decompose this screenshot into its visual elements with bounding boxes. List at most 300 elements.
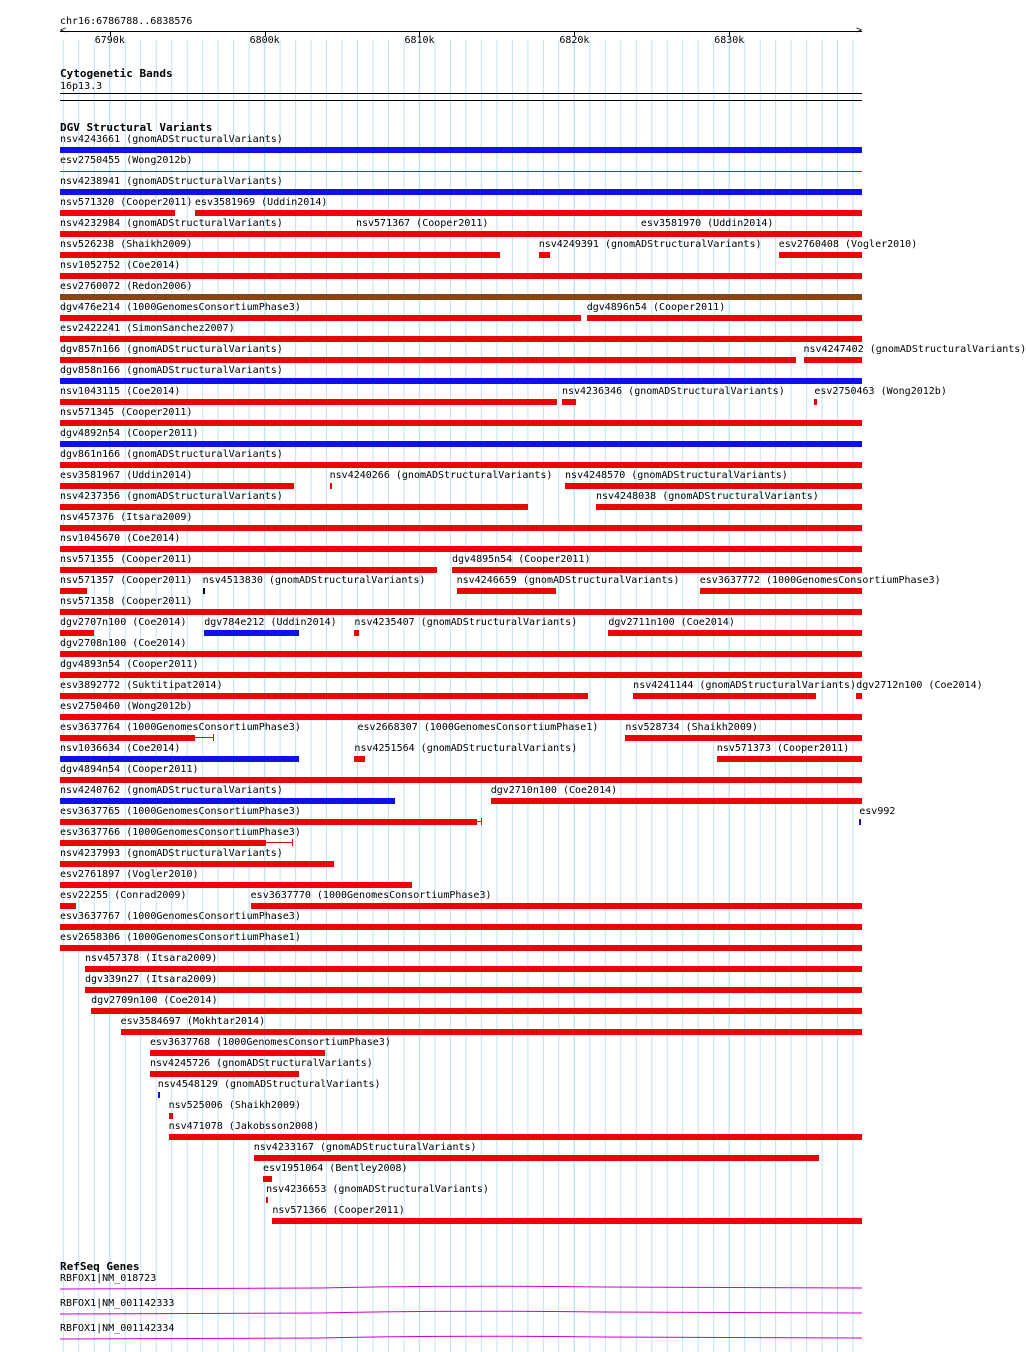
dgv-feature-bar[interactable] <box>91 1008 862 1014</box>
dgv-feature-bar[interactable] <box>625 735 862 741</box>
dgv-feature-bar[interactable] <box>60 861 334 867</box>
dgv-feature-id: nsv4247402 <box>803 344 864 355</box>
dgv-feature-bar[interactable] <box>804 357 862 363</box>
dgv-feature-bar[interactable] <box>60 588 87 594</box>
dgv-feature-source: Itsara2009 <box>151 974 212 985</box>
dgv-feature-id: esv3637768 <box>150 1037 211 1048</box>
dgv-feature-bar[interactable] <box>717 756 862 762</box>
dgv-feature-source: Coe2014 <box>934 680 977 691</box>
dgv-feature-id: nsv4236653 <box>266 1184 327 1195</box>
dgv-feature-source: gnomADStructuralVariants <box>132 449 277 460</box>
dgv-feature-id: dgv4894n54 <box>60 764 121 775</box>
dgv-feature-label[interactable]: esv1951064 (Bentley2008) <box>263 1163 408 1174</box>
dgv-feature-source: gnomADStructuralVariants <box>668 491 813 502</box>
dgv-feature-label[interactable]: nsv4232984 (gnomADStructuralVariants) <box>60 218 283 229</box>
dgv-feature-bar[interactable] <box>779 252 862 258</box>
dgv-feature-bar[interactable] <box>60 210 175 216</box>
dgv-feature-id: esv3892772 <box>60 680 121 691</box>
dgv-feature-id: esv2760072 <box>60 281 121 292</box>
dgv-feature-label[interactable]: nsv571358 (Cooper2011) <box>60 596 193 607</box>
dgv-feature-id: dgv4893n54 <box>60 659 121 670</box>
dgv-feature-source: Wong2012b <box>886 386 941 397</box>
dgv-feature-id: esv22255 <box>60 890 109 901</box>
dgv-feature-bar[interactable] <box>60 945 862 951</box>
dgv-feature-id: esv2750460 <box>60 701 121 712</box>
refseq-intron-path <box>60 1311 862 1314</box>
dgv-feature-label[interactable]: nsv4548129 (gnomADStructuralVariants) <box>157 1079 381 1090</box>
dgv-feature-label[interactable]: nsv4248038 (gnomADStructuralVariants) <box>596 491 819 502</box>
dgv-feature-label[interactable]: nsv4246659 (gnomADStructuralVariants) <box>456 575 680 586</box>
dgv-feature-label[interactable]: nsv571357 (Cooper2011) <box>60 575 193 586</box>
dgv-feature-id: nsv4548129 <box>157 1079 218 1090</box>
dgv-feature-bar[interactable] <box>85 966 862 972</box>
dgv-feature-source: gnomADStructuralVariants <box>528 575 674 586</box>
dgv-feature-label[interactable]: esv3584697 (Mokhtar2014) <box>120 1016 266 1027</box>
dgv-feature-bar[interactable] <box>169 1113 174 1119</box>
dgv-feature-id: dgv339n27 <box>84 974 140 985</box>
dgv-feature-bar[interactable] <box>562 399 576 405</box>
refseq-gene-line[interactable] <box>0 1334 890 1340</box>
dgv-feature-bar[interactable] <box>204 630 298 636</box>
dgv-feature-source: Uddin2014 <box>132 470 187 481</box>
dgv-feature-label[interactable]: nsv528734 (Shaikh2009) <box>625 722 758 733</box>
dgv-feature-id: dgv784e212 <box>204 617 265 628</box>
dgv-feature-id: nsv1045670 <box>60 533 121 544</box>
refseq-gene-label[interactable]: RBFOX1|NM_001142333 <box>60 1298 175 1309</box>
dgv-feature-label[interactable]: nsv1036634 (Coe2014) <box>60 743 181 754</box>
dgv-feature-bar[interactable] <box>60 378 862 384</box>
dgv-feature-label[interactable]: dgv2709n100 (Coe2014) <box>91 995 218 1006</box>
dgv-feature-bar[interactable] <box>457 588 556 594</box>
dgv-feature-label[interactable]: esv2658306 (1000GenomesConsortiumPhase1) <box>60 932 301 943</box>
dgv-feature-label[interactable]: esv2422241 (SimonSanchez2007) <box>60 323 235 334</box>
dgv-feature-label[interactable]: esv22255 (Conrad2009) <box>60 890 187 901</box>
dgv-feature-id: esv2422241 <box>60 323 121 334</box>
dgv-feature-source: Suktitipat2014 <box>132 680 217 691</box>
dgv-feature-source: Coe2014 <box>138 638 181 649</box>
dgv-feature-id: nsv1052752 <box>60 260 121 271</box>
dgv-feature-id: dgv4896n54 <box>586 302 647 313</box>
dgv-feature-source: gnomADStructuralVariants <box>705 680 850 691</box>
dgv-feature-bar[interactable] <box>60 462 862 468</box>
dgv-feature-bar[interactable] <box>150 1050 325 1056</box>
dgv-feature-id: nsv4245726 <box>150 1058 211 1069</box>
dgv-feature-bar[interactable] <box>814 399 817 405</box>
dgv-feature-bar[interactable] <box>254 1155 819 1161</box>
dgv-feature-label[interactable]: nsv571355 (Cooper2011) <box>60 554 193 565</box>
dgv-feature-source: Cooper2011 <box>126 407 187 418</box>
dgv-feature-whisker <box>266 842 292 843</box>
dgv-feature-label[interactable]: nsv457378 (Itsara2009) <box>84 953 218 964</box>
dgv-feature-label[interactable]: nsv4236653 (gnomADStructuralVariants) <box>266 1184 489 1195</box>
dgv-feature-bar[interactable] <box>60 756 299 762</box>
dgv-feature-bar[interactable] <box>60 840 266 846</box>
refseq-gene-label[interactable]: RBFOX1|NM_001142334 <box>60 1323 175 1334</box>
dgv-feature-bar[interactable] <box>633 693 816 699</box>
dgv-feature-label[interactable]: dgv476e214 (1000GenomesConsortiumPhase3) <box>60 302 301 313</box>
dgv-feature-label[interactable]: nsv4241144 (gnomADStructuralVariants) <box>633 680 856 691</box>
refseq-gene-line[interactable] <box>0 1309 890 1315</box>
dgv-feature-bar[interactable] <box>354 756 365 762</box>
dgv-feature-label[interactable]: esv3581967 (Uddin2014) <box>60 470 193 481</box>
dgv-feature-id: esv2750463 <box>814 386 875 397</box>
refseq-gene-line[interactable] <box>0 1284 890 1290</box>
dgv-feature-id: nsv4246659 <box>456 575 517 586</box>
dgv-feature-label[interactable]: nsv571345 (Cooper2011) <box>60 407 193 418</box>
dgv-feature-bar[interactable] <box>195 210 862 216</box>
dgv-feature-label[interactable]: esv3581970 (Uddin2014) <box>640 218 774 229</box>
dgv-feature-bar[interactable] <box>565 483 862 489</box>
dgv-feature-bar[interactable] <box>60 483 294 489</box>
dgv-feature-source: Wong2012b <box>132 701 187 712</box>
dgv-feature-bar[interactable] <box>60 399 557 405</box>
dgv-feature-bar[interactable] <box>856 693 862 699</box>
dgv-feature-source: gnomADStructuralVariants <box>132 134 277 145</box>
dgv-feature-label[interactable]: dgv4894n54 (Cooper2011) <box>60 764 199 775</box>
dgv-feature-bar[interactable] <box>60 651 862 657</box>
dgv-feature-bar[interactable] <box>60 735 195 741</box>
dgv-feature-label[interactable]: esv3637764 (1000GenomesConsortiumPhase3) <box>60 722 301 733</box>
dgv-feature-bar[interactable] <box>158 1092 160 1098</box>
dgv-feature-label[interactable]: nsv4235407 (gnomADStructuralVariants) <box>354 617 578 628</box>
dgv-feature-id: nsv571358 <box>60 596 115 607</box>
dgv-feature-label[interactable]: nsv4249391 (gnomADStructuralVariants) <box>538 239 762 250</box>
dgv-feature-source: Coe2014 <box>132 260 175 271</box>
dgv-feature-id: esv2760408 <box>778 239 839 250</box>
dgv-feature-label[interactable]: dgv4893n54 (Cooper2011) <box>60 659 199 670</box>
dgv-feature-source: Redon2006 <box>132 281 187 292</box>
dgv-feature-bar[interactable] <box>60 357 796 363</box>
dgv-feature-label[interactable]: nsv4237356 (gnomADStructuralVariants) <box>60 491 283 502</box>
dgv-feature-bar[interactable] <box>354 630 359 636</box>
dgv-feature-bar[interactable] <box>251 903 862 909</box>
dgv-feature-source: Cooper2011 <box>126 575 187 586</box>
dgv-feature-label[interactable]: nsv471078 (Jakobsson2008) <box>168 1121 320 1132</box>
dgv-feature-bar[interactable] <box>169 1134 862 1140</box>
dgv-feature-label[interactable]: nsv4236346 (gnomADStructuralVariants) <box>561 386 785 397</box>
dgv-feature-label[interactable]: nsv1045670 (Coe2014) <box>60 533 181 544</box>
dgv-feature-id: esv3637764 <box>60 722 121 733</box>
track-title-cytoband: Cytogenetic Bands <box>60 67 173 80</box>
dgv-feature-source: Cooper2011 <box>422 218 483 229</box>
dgv-feature-id: esv3637770 <box>250 890 311 901</box>
ruler-tick-label: 6800k <box>249 35 280 46</box>
dgv-feature-source: Itsara2009 <box>151 953 212 964</box>
dgv-feature-source: 1000GenomesConsortiumPhase3 <box>132 911 295 922</box>
dgv-feature-bar[interactable] <box>60 147 862 153</box>
dgv-feature-id: nsv525006 <box>168 1100 223 1111</box>
dgv-feature-id: nsv1036634 <box>60 743 121 754</box>
dgv-feature-source: Coe2014 <box>138 617 181 628</box>
dgv-feature-bar[interactable] <box>859 819 861 825</box>
ruler-tick-label: 6820k <box>559 35 590 46</box>
dgv-feature-label[interactable]: nsv4237993 (gnomADStructuralVariants) <box>60 848 283 859</box>
dgv-feature-id: nsv4232984 <box>60 218 121 229</box>
dgv-feature-source: 1000GenomesConsortiumPhase3 <box>222 1037 385 1048</box>
dgv-feature-bar[interactable] <box>60 336 862 342</box>
dgv-feature-bar[interactable] <box>60 903 76 909</box>
dgv-feature-label[interactable]: dgv857n166 (gnomADStructuralVariants) <box>60 344 283 355</box>
cytoband-label: 16p13.3 <box>60 81 103 92</box>
dgv-feature-label[interactable]: dgv784e212 (Uddin2014) <box>204 617 337 628</box>
dgv-feature-label[interactable]: nsv4251564 (gnomADStructuralVariants) <box>354 743 578 754</box>
dgv-feature-bar[interactable] <box>60 777 862 783</box>
dgv-feature-source: 1000GenomesConsortiumPhase3 <box>132 806 295 817</box>
dgv-feature-whisker-cap <box>481 818 482 825</box>
dgv-feature-bar[interactable] <box>60 546 862 552</box>
dgv-feature-label[interactable]: esv3637765 (1000GenomesConsortiumPhase3) <box>60 806 301 817</box>
dgv-feature-source: gnomADStructuralVariants <box>326 1142 471 1153</box>
dgv-feature-id: nsv4237356 <box>60 491 121 502</box>
dgv-feature-source: Uddin2014 <box>276 617 331 628</box>
dgv-feature-label[interactable]: esv3581969 (Uddin2014) <box>194 197 328 208</box>
dgv-feature-label[interactable]: dgv2707n100 (Coe2014) <box>60 617 187 628</box>
dgv-feature-source: Vogler2010 <box>851 239 912 250</box>
dgv-feature-source: 1000GenomesConsortiumPhase1 <box>429 722 593 733</box>
dgv-feature-bar[interactable] <box>272 1218 862 1224</box>
dgv-feature-id: dgv4895n54 <box>451 554 513 565</box>
dgv-feature-source: gnomADStructuralVariants <box>610 239 756 250</box>
dgv-feature-label[interactable]: nsv525006 (Shaikh2009) <box>168 1100 302 1111</box>
dgv-feature-source: Coe2014 <box>132 386 175 397</box>
dgv-feature-bar[interactable] <box>60 273 862 279</box>
dgv-feature-id: dgv2711n100 <box>608 617 675 628</box>
dgv-feature-source: gnomADStructuralVariants <box>338 1184 483 1195</box>
dgv-feature-label[interactable]: esv2761897 (Vogler2010) <box>60 869 199 880</box>
dgv-feature-source: gnomADStructuralVariants <box>132 176 277 187</box>
cytoband-bar-top <box>60 93 862 94</box>
dgv-feature-label[interactable]: dgv861n166 (gnomADStructuralVariants) <box>60 449 283 460</box>
dgv-feature-label[interactable]: dgv4896n54 (Cooper2011) <box>586 302 726 313</box>
dgv-feature-id: nsv1043115 <box>60 386 121 397</box>
dgv-feature-bar[interactable] <box>263 1176 272 1182</box>
dgv-feature-id: nsv4240266 <box>329 470 390 481</box>
dgv-feature-id: dgv476e214 <box>60 302 121 313</box>
dgv-feature-id: esv2658306 <box>60 932 121 943</box>
dgv-feature-source: Cooper2011 <box>126 197 187 208</box>
dgv-feature-source: Uddin2014 <box>267 197 322 208</box>
dgv-feature-label[interactable]: esv2750455 (Wong2012b) <box>60 155 193 166</box>
dgv-feature-source: Cooper2011 <box>658 302 720 313</box>
dgv-feature-id: nsv571367 <box>355 218 411 229</box>
dgv-feature-bar[interactable] <box>60 231 862 237</box>
dgv-feature-id: nsv4236346 <box>561 386 623 397</box>
dgv-feature-bar[interactable] <box>121 1029 862 1035</box>
dgv-feature-source: 1000GenomesConsortiumPhase3 <box>132 302 295 313</box>
dgv-feature-source: gnomADStructuralVariants <box>230 1079 375 1090</box>
dgv-feature-bar[interactable] <box>60 630 94 636</box>
dgv-feature-id: dgv857n166 <box>60 344 121 355</box>
track-title-dgv: DGV Structural Variants <box>60 121 213 134</box>
dgv-feature-bar[interactable] <box>491 798 862 804</box>
dgv-feature-label[interactable]: dgv858n166 (gnomADStructuralVariants) <box>60 365 283 376</box>
dgv-feature-id: nsv4243661 <box>60 134 121 145</box>
dgv-feature-id: dgv2707n100 <box>60 617 127 628</box>
dgv-feature-source: Cooper2011 <box>126 596 187 607</box>
cytoband-bar-bottom <box>60 100 862 101</box>
dgv-feature-bar[interactable] <box>587 315 862 321</box>
dgv-feature-bar[interactable] <box>60 882 412 888</box>
dgv-feature-label[interactable]: nsv1052752 (Coe2014) <box>60 260 181 271</box>
dgv-feature-bar[interactable] <box>266 1197 268 1203</box>
dgv-feature-label[interactable]: nsv4513830 (gnomADStructuralVariants) <box>202 575 426 586</box>
dgv-feature-bar[interactable] <box>60 504 528 510</box>
dgv-feature-label[interactable]: dgv2708n100 (Coe2014) <box>60 638 187 649</box>
dgv-feature-bar[interactable] <box>60 924 862 930</box>
dgv-feature-label[interactable]: dgv2711n100 (Coe2014) <box>608 617 735 628</box>
dgv-feature-bar[interactable] <box>452 567 862 573</box>
dgv-feature-bar[interactable] <box>700 588 862 594</box>
dgv-feature-label[interactable]: nsv571366 (Cooper2011) <box>272 1205 405 1216</box>
dgv-feature-label[interactable]: nsv4240266 (gnomADStructuralVariants) <box>329 470 553 481</box>
ruler-tick-label: 6810k <box>404 35 435 46</box>
dgv-feature-label[interactable]: nsv4243661 (gnomADStructuralVariants) <box>60 134 283 145</box>
dgv-feature-label[interactable]: nsv4240762 (gnomADStructuralVariants) <box>60 785 283 796</box>
dgv-feature-source: Shaikh2009 <box>691 722 752 733</box>
dgv-feature-bar[interactable] <box>60 171 862 172</box>
dgv-feature-label[interactable]: esv3892772 (Suktitipat2014) <box>60 680 223 691</box>
dgv-feature-label[interactable]: esv3637770 (1000GenomesConsortiumPhase3) <box>250 890 492 901</box>
dgv-feature-id: esv3637766 <box>60 827 121 838</box>
dgv-feature-source: Cooper2011 <box>338 1205 399 1216</box>
dgv-feature-id: nsv571357 <box>60 575 115 586</box>
dgv-feature-id: nsv4240762 <box>60 785 121 796</box>
ruler-axis <box>60 31 862 32</box>
dgv-feature-id: esv992 <box>859 806 896 817</box>
dgv-feature-bar[interactable] <box>60 798 395 804</box>
dgv-feature-label[interactable]: esv2750463 (Wong2012b) <box>814 386 947 397</box>
dgv-feature-source: gnomADStructuralVariants <box>637 470 782 481</box>
dgv-feature-label[interactable]: nsv4247402 (gnomADStructuralVariants) <box>803 344 1026 355</box>
dgv-feature-source: 1000GenomesConsortiumPhase1 <box>132 932 295 943</box>
dgv-feature-label[interactable]: nsv1043115 (Coe2014) <box>60 386 181 397</box>
dgv-feature-source: Conrad2009 <box>120 890 181 901</box>
dgv-feature-label[interactable]: dgv2712n100 (Coe2014) <box>856 680 983 691</box>
dgv-feature-source: Coe2014 <box>169 995 212 1006</box>
dgv-feature-label[interactable]: nsv4245726 (gnomADStructuralVariants) <box>150 1058 373 1069</box>
dgv-feature-label[interactable]: nsv571367 (Cooper2011) <box>355 218 489 229</box>
dgv-feature-id: nsv571320 <box>60 197 115 208</box>
refseq-intron-path <box>60 1336 862 1339</box>
dgv-feature-source: Jakobsson2008 <box>234 1121 314 1132</box>
dgv-feature-label[interactable] <box>859 806 895 817</box>
dgv-feature-source: Shaikh2009 <box>234 1100 296 1111</box>
dgv-feature-label[interactable]: nsv571320 (Cooper2011) <box>60 197 193 208</box>
dgv-feature-bar[interactable] <box>60 294 862 300</box>
dgv-feature-label[interactable]: dgv339n27 (Itsara2009) <box>84 974 218 985</box>
dgv-feature-source: Cooper2011 <box>524 554 585 565</box>
dgv-feature-source: Cooper2011 <box>132 659 193 670</box>
dgv-feature-source: gnomADStructuralVariants <box>132 848 277 859</box>
ruler-arrow-left: < <box>60 25 67 36</box>
dgv-feature-bar[interactable] <box>596 504 862 510</box>
dgv-feature-bar[interactable] <box>60 525 862 531</box>
dgv-feature-bar[interactable] <box>60 420 862 426</box>
dgv-feature-id: dgv2710n100 <box>490 785 557 796</box>
dgv-feature-bar[interactable] <box>60 693 588 699</box>
dgv-feature-label[interactable]: nsv4238941 (gnomADStructuralVariants) <box>60 176 283 187</box>
dgv-feature-label[interactable]: nsv4248570 (gnomADStructuralVariants) <box>565 470 788 481</box>
dgv-feature-label[interactable]: nsv457376 (Itsara2009) <box>60 512 193 523</box>
dgv-feature-label[interactable]: esv3637768 (1000GenomesConsortiumPhase3) <box>150 1037 391 1048</box>
dgv-feature-id: nsv571373 <box>716 743 771 754</box>
dgv-feature-id: esv1951064 <box>263 1163 324 1174</box>
dgv-feature-bar[interactable] <box>60 714 862 720</box>
dgv-feature-source: Cooper2011 <box>132 428 193 439</box>
dgv-feature-bar[interactable] <box>85 987 862 993</box>
dgv-feature-source: Coe2014 <box>132 743 175 754</box>
dgv-feature-source: gnomADStructuralVariants <box>132 344 277 355</box>
dgv-feature-bar[interactable] <box>330 483 332 489</box>
dgv-feature-id: nsv4238941 <box>60 176 121 187</box>
dgv-feature-source: Coe2014 <box>568 785 612 796</box>
dgv-feature-bar[interactable] <box>60 315 581 321</box>
dgv-feature-bar[interactable] <box>60 252 500 258</box>
dgv-feature-label[interactable]: dgv4892n54 (Cooper2011) <box>60 428 199 439</box>
dgv-feature-id: nsv4248038 <box>596 491 657 502</box>
dgv-feature-source: gnomADStructuralVariants <box>426 743 572 754</box>
dgv-feature-source: Cooper2011 <box>783 743 844 754</box>
dgv-feature-label[interactable]: nsv526238 (Shaikh2009) <box>60 239 193 250</box>
dgv-feature-bar[interactable] <box>60 672 862 678</box>
dgv-feature-id: esv3637772 <box>699 575 760 586</box>
dgv-feature-id: nsv4248570 <box>565 470 626 481</box>
dgv-feature-id: dgv2709n100 <box>91 995 158 1006</box>
dgv-feature-bar[interactable] <box>60 819 477 825</box>
dgv-feature-source: gnomADStructuralVariants <box>132 218 277 229</box>
dgv-feature-label[interactable]: esv3637767 (1000GenomesConsortiumPhase3) <box>60 911 301 922</box>
dgv-feature-bar[interactable] <box>60 609 862 615</box>
dgv-feature-label[interactable]: nsv571373 (Cooper2011) <box>716 743 850 754</box>
dgv-feature-bar[interactable] <box>539 252 550 258</box>
dgv-feature-source: gnomADStructuralVariants <box>401 470 547 481</box>
dgv-feature-bar[interactable] <box>60 567 437 573</box>
dgv-feature-bar[interactable] <box>60 441 862 447</box>
dgv-feature-label[interactable]: dgv2710n100 (Coe2014) <box>490 785 618 796</box>
dgv-feature-bar[interactable] <box>608 630 862 636</box>
dgv-feature-id: nsv4233167 <box>253 1142 314 1153</box>
dgv-feature-bar[interactable] <box>203 588 205 594</box>
dgv-feature-id: nsv4251564 <box>354 743 415 754</box>
dgv-feature-source: 1000GenomesConsortiumPhase3 <box>322 890 486 901</box>
dgv-feature-label[interactable]: nsv4233167 (gnomADStructuralVariants) <box>253 1142 477 1153</box>
dgv-feature-source: gnomADStructuralVariants <box>132 365 277 376</box>
dgv-feature-id: esv3637767 <box>60 911 121 922</box>
refseq-gene-label[interactable]: RBFOX1|NM_018723 <box>60 1273 157 1284</box>
dgv-feature-label[interactable]: esv2760408 (Vogler2010) <box>778 239 918 250</box>
track-title-refseq: RefSeq Genes <box>60 1260 140 1273</box>
dgv-feature-id: esv3581970 <box>640 218 702 229</box>
dgv-feature-whisker <box>195 737 214 738</box>
dgv-feature-id: dgv4892n54 <box>60 428 121 439</box>
dgv-feature-bar[interactable] <box>150 1071 299 1077</box>
dgv-feature-source: Mokhtar2014 <box>192 1016 260 1027</box>
dgv-feature-label[interactable]: esv2760072 (Redon2006) <box>60 281 193 292</box>
dgv-feature-label[interactable]: esv2750460 (Wong2012b) <box>60 701 193 712</box>
dgv-feature-source: Bentley2008 <box>335 1163 402 1174</box>
dgv-feature-label[interactable]: esv3637766 (1000GenomesConsortiumPhase3) <box>60 827 301 838</box>
dgv-feature-bar[interactable] <box>60 189 862 195</box>
dgv-feature-label[interactable]: dgv4895n54 (Cooper2011) <box>451 554 591 565</box>
dgv-feature-label[interactable]: esv2668307 (1000GenomesConsortiumPhase1) <box>357 722 599 733</box>
dgv-feature-source: Wong2012b <box>132 155 187 166</box>
dgv-feature-id: nsv571345 <box>60 407 115 418</box>
dgv-feature-id: dgv858n166 <box>60 365 121 376</box>
ruler-tick-label: 6830k <box>714 35 745 46</box>
dgv-feature-id: nsv4513830 <box>202 575 263 586</box>
dgv-feature-id: nsv457378 <box>84 953 140 964</box>
dgv-feature-label[interactable]: esv3637772 (1000GenomesConsortiumPhase3) <box>699 575 941 586</box>
